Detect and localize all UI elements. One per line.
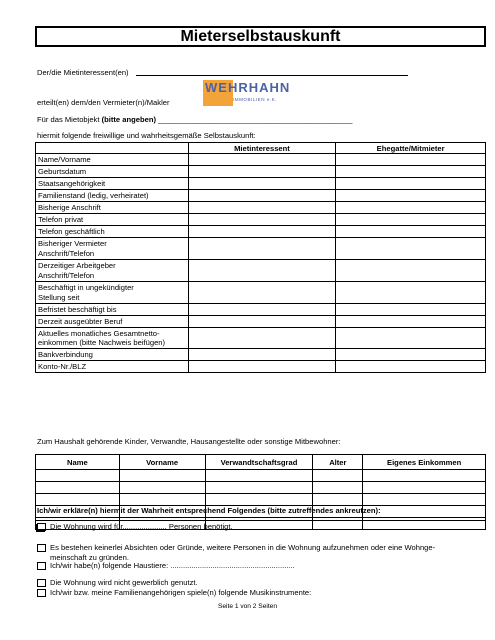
landlord-label: erteilt(en) dem/den Vermieter(n)/Makler	[37, 98, 170, 107]
row-label-marital: Familienstand (ledig, verheiratet)	[36, 190, 189, 202]
cell-spouse[interactable]	[336, 304, 486, 316]
row-label-account: Konto-Nr./BLZ	[36, 361, 189, 373]
cell-spouse[interactable]	[336, 202, 486, 214]
cell-spouse[interactable]	[336, 260, 486, 282]
row-label-name: Name/Vorname	[36, 154, 189, 166]
header-empty	[36, 143, 189, 154]
checkbox[interactable]	[37, 579, 46, 587]
header-applicant: Mietinteressent	[188, 143, 336, 154]
applicant-table	[35, 142, 486, 373]
cell-spouse[interactable]	[336, 361, 486, 373]
cell-applicant[interactable]	[188, 202, 336, 214]
cell-spouse[interactable]	[336, 190, 486, 202]
cell[interactable]	[205, 482, 313, 494]
row-label-prev-landlord: Bisheriger Vermieter Anschrift/Telefon	[36, 238, 189, 260]
cell-applicant[interactable]	[188, 154, 336, 166]
check-label: Ich/wir habe(n) folgende Haustiere: ...........................................................	[50, 561, 295, 570]
checkbox[interactable]	[37, 544, 46, 552]
row-label-fixed-term: Befristet beschäftigt bis	[36, 304, 189, 316]
cell-applicant[interactable]	[188, 178, 336, 190]
table-row	[36, 494, 486, 506]
check-label: Es bestehen keinerlei Absichten oder Gründe, weitere Personen in die Wohnung aufzunehmen oder eine Wohnge- meinschaft zu gründen.	[50, 543, 436, 562]
cell-spouse[interactable]	[336, 282, 486, 304]
cell-applicant[interactable]	[188, 328, 336, 349]
cell-applicant[interactable]	[188, 260, 336, 282]
header-age: Alter	[313, 455, 363, 470]
row-label-nationality: Staatsangehörigkeit	[36, 178, 189, 190]
page-footer: Seite 1 von 2 Seiten	[217, 603, 278, 610]
cell[interactable]	[363, 470, 486, 482]
cell[interactable]	[363, 494, 486, 506]
logo-text: WEHRHAHN	[205, 80, 291, 95]
declaration-heading: Ich/wir erkläre(n) hiermit der Wahrheit entsprechend Folgendes (bitte zutreffendes ankreutzen):	[37, 506, 381, 515]
cell[interactable]	[363, 482, 486, 494]
row-label-birthdate: Geburtsdatum	[36, 166, 189, 178]
divider	[35, 520, 486, 521]
company-logo	[203, 80, 291, 106]
header-relationship: Verwandtschaftsgrad	[205, 455, 313, 470]
cell[interactable]	[36, 482, 120, 494]
cell-applicant[interactable]	[188, 282, 336, 304]
cell[interactable]	[119, 482, 205, 494]
cell-applicant[interactable]	[188, 316, 336, 328]
cell-applicant[interactable]	[188, 190, 336, 202]
cell[interactable]	[313, 494, 363, 506]
cell[interactable]	[36, 470, 120, 482]
checkbox[interactable]	[37, 562, 46, 570]
row-label-employer: Derzeitiger Arbeitgeber Anschrift/Telefon	[36, 260, 189, 282]
applicant-line[interactable]	[136, 75, 408, 76]
checkbox[interactable]	[37, 523, 46, 531]
object-line[interactable]: ______________________________________________	[158, 115, 353, 124]
cell-spouse[interactable]	[336, 226, 486, 238]
header-spouse: Ehegatte/Mitmieter	[336, 143, 486, 154]
cell-spouse[interactable]	[336, 154, 486, 166]
cell-spouse[interactable]	[336, 238, 486, 260]
cell-applicant[interactable]	[188, 238, 336, 260]
row-label-address: Bisherige Anschrift	[36, 202, 189, 214]
cell-applicant[interactable]	[188, 226, 336, 238]
checkbox[interactable]	[37, 589, 46, 597]
row-label-employed-since: Beschäftigt in ungekündigter Stellung seit	[36, 282, 189, 304]
household-table	[35, 454, 486, 530]
object-label-hint: (bitte angeben)	[101, 115, 157, 124]
logo-subtext: IMMOBILIEN e.K.	[233, 97, 278, 102]
intro-text: hiermit folgende freiwillige und wahrheitsgemäße Selbstauskunft:	[37, 131, 256, 140]
cell[interactable]	[36, 494, 120, 506]
cell[interactable]	[363, 506, 486, 518]
check-label: Ich/wir bzw. meine Familienangehörigen spiele(n) folgende Musikinstrumente:	[50, 588, 312, 597]
cell[interactable]	[119, 470, 205, 482]
check-label: Die Wohnung wird für..................... Personen benötigt.	[50, 522, 233, 531]
cell-applicant[interactable]	[188, 304, 336, 316]
header-firstname: Vorname	[119, 455, 205, 470]
cell-applicant[interactable]	[188, 361, 336, 373]
row-label-profession: Derzeit ausgeübter Beruf	[36, 316, 189, 328]
cell[interactable]	[119, 494, 205, 506]
cell-applicant[interactable]	[188, 349, 336, 361]
object-label	[37, 115, 352, 124]
cell-spouse[interactable]	[336, 316, 486, 328]
cell[interactable]	[313, 482, 363, 494]
applicant-label: Der/die Mietinteressent(en)	[37, 68, 129, 77]
cell-spouse[interactable]	[336, 178, 486, 190]
cell-spouse[interactable]	[336, 166, 486, 178]
cell[interactable]	[205, 470, 313, 482]
cell[interactable]	[205, 494, 313, 506]
row-label-phone-business: Telefon geschäftlich	[36, 226, 189, 238]
page-title: Mieterselbstauskunft	[35, 26, 486, 47]
cell-spouse[interactable]	[336, 214, 486, 226]
household-label: Zum Haushalt gehörende Kinder, Verwandte, Hausangestellte oder sonstige Mitbewohner:	[37, 437, 341, 446]
object-label-text: Für das Mietobjekt	[37, 115, 100, 124]
table-row	[36, 470, 486, 482]
cell[interactable]	[313, 470, 363, 482]
row-label-income: Aktuelles monatliches Gesamtnetto- einkommen (bitte Nachweis beifügen)	[36, 328, 189, 349]
header-name: Name	[36, 455, 120, 470]
cell-spouse[interactable]	[336, 349, 486, 361]
cell-spouse[interactable]	[336, 328, 486, 349]
row-label-bank: Bankverbindung	[36, 349, 189, 361]
header-income: Eigenes Einkommen	[363, 455, 486, 470]
cell-applicant[interactable]	[188, 166, 336, 178]
table-row	[36, 482, 486, 494]
cell-applicant[interactable]	[188, 214, 336, 226]
check-label: Die Wohnung wird nicht gewerblich genutzt.	[50, 578, 198, 587]
row-label-phone-private: Telefon privat	[36, 214, 189, 226]
